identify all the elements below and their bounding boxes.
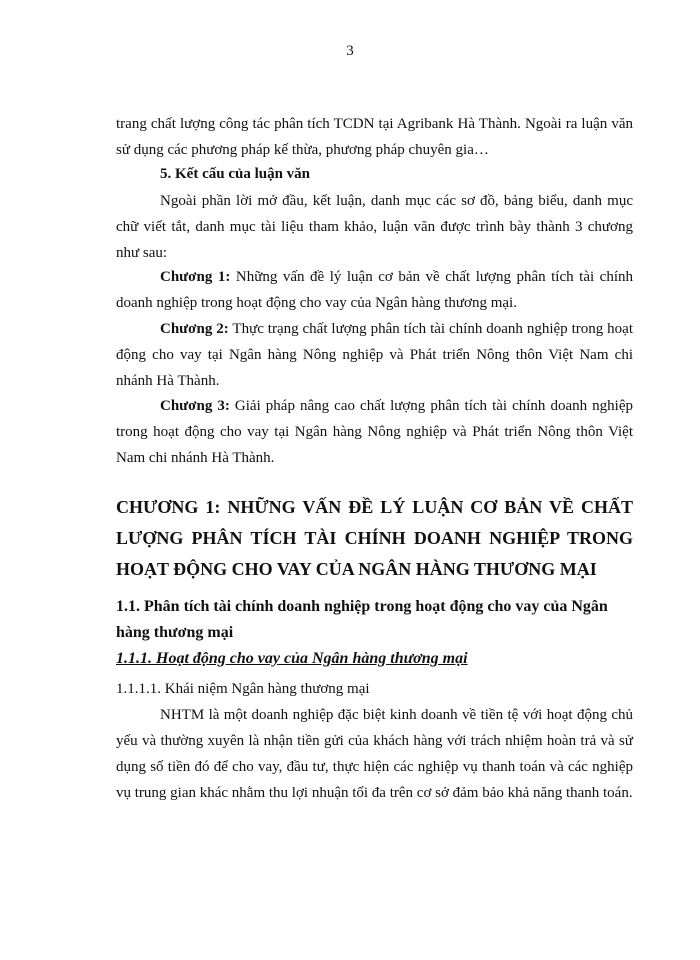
heading-1-1: 1.1. Phân tích tài chính doanh nghiệp trong hoạt động cho vay của Ngân hàng thương mại xyxy=(116,598,608,641)
chapter-3-summary xyxy=(116,393,633,471)
heading-1-1-1-1: 1.1.1.1. Khái niệm Ngân hàng thương mại xyxy=(116,681,370,697)
chapter-2-text: Thực trạng chất lượng phân tích tài chính doanh nghiệp trong hoạt động cho vay tại Ngân hàng Nông nghiệp và Phát triển Nông thôn Việt Nam chi nhánh Hà Thành. xyxy=(116,321,633,389)
page-number: 3 xyxy=(346,43,354,59)
chapter-3-text: Giải pháp nâng cao chất lượng phân tích tài chính doanh nghiệp trong hoạt động cho vay tại Ngân hàng Nông nghiệp và Phát triển Nông thôn Việt Nam chi nhánh Hà Thành. xyxy=(116,398,633,466)
chapter-1-summary xyxy=(116,264,633,316)
chapter-3-label: Chương 3: xyxy=(160,398,230,414)
chapter-2-label: Chương 2: xyxy=(160,321,229,337)
intro-paragraph: trang chất lượng công tác phân tích TCDN tại Agribank Hà Thành. Ngoài ra luận văn sử dụng các phương pháp kế thừa, phương pháp chuyên gia… xyxy=(116,116,633,158)
heading-1-1-1: 1.1.1. Hoạt động cho vay của Ngân hàng thương mại xyxy=(116,650,468,667)
chapter-1-text: Những vấn đề lý luận cơ bản về chất lượng phân tích tài chính doanh nghiệp trong hoạt động cho vay của Ngân hàng thương mại. xyxy=(116,269,633,311)
chapter-1-label: Chương 1: xyxy=(160,269,231,285)
chapter-2-summary xyxy=(116,316,633,394)
chapter-title: CHƯƠNG 1: NHỮNG VẤN ĐỀ LÝ LUẬN CƠ BẢN VỀ CHẤT LƯỢNG PHÂN TÍCH TÀI CHÍNH DOANH NGHIỆP TRONG HOẠT ĐỘNG CHO VAY CỦA NGÂN HÀNG THƯƠNG MẠI xyxy=(116,497,633,579)
section-5-heading: 5. Kết cấu của luận văn xyxy=(160,166,311,182)
definition-paragraph: NHTM là một doanh nghiệp đặc biệt kinh doanh về tiền tệ với hoạt động chủ yếu và thường xuyên là nhận tiền gửi của khách hàng với trách nhiệm hoàn trả và sử dụng số tiền đó để cho vay, đầu tư, thực hiện các nghiệp vụ thanh toán và các nghiệp vụ trung gian khác nhằm thu lợi nhuận tối đa trên cơ sở đảm bảo khả năng thanh toán. xyxy=(116,707,633,801)
section-5-paragraph: Ngoài phần lời mở đầu, kết luận, danh mục các sơ đồ, bảng biểu, danh mục chữ viết tắt, danh mục tài liệu tham khảo, luận văn được trình bày thành 3 chương như sau: xyxy=(116,193,633,261)
